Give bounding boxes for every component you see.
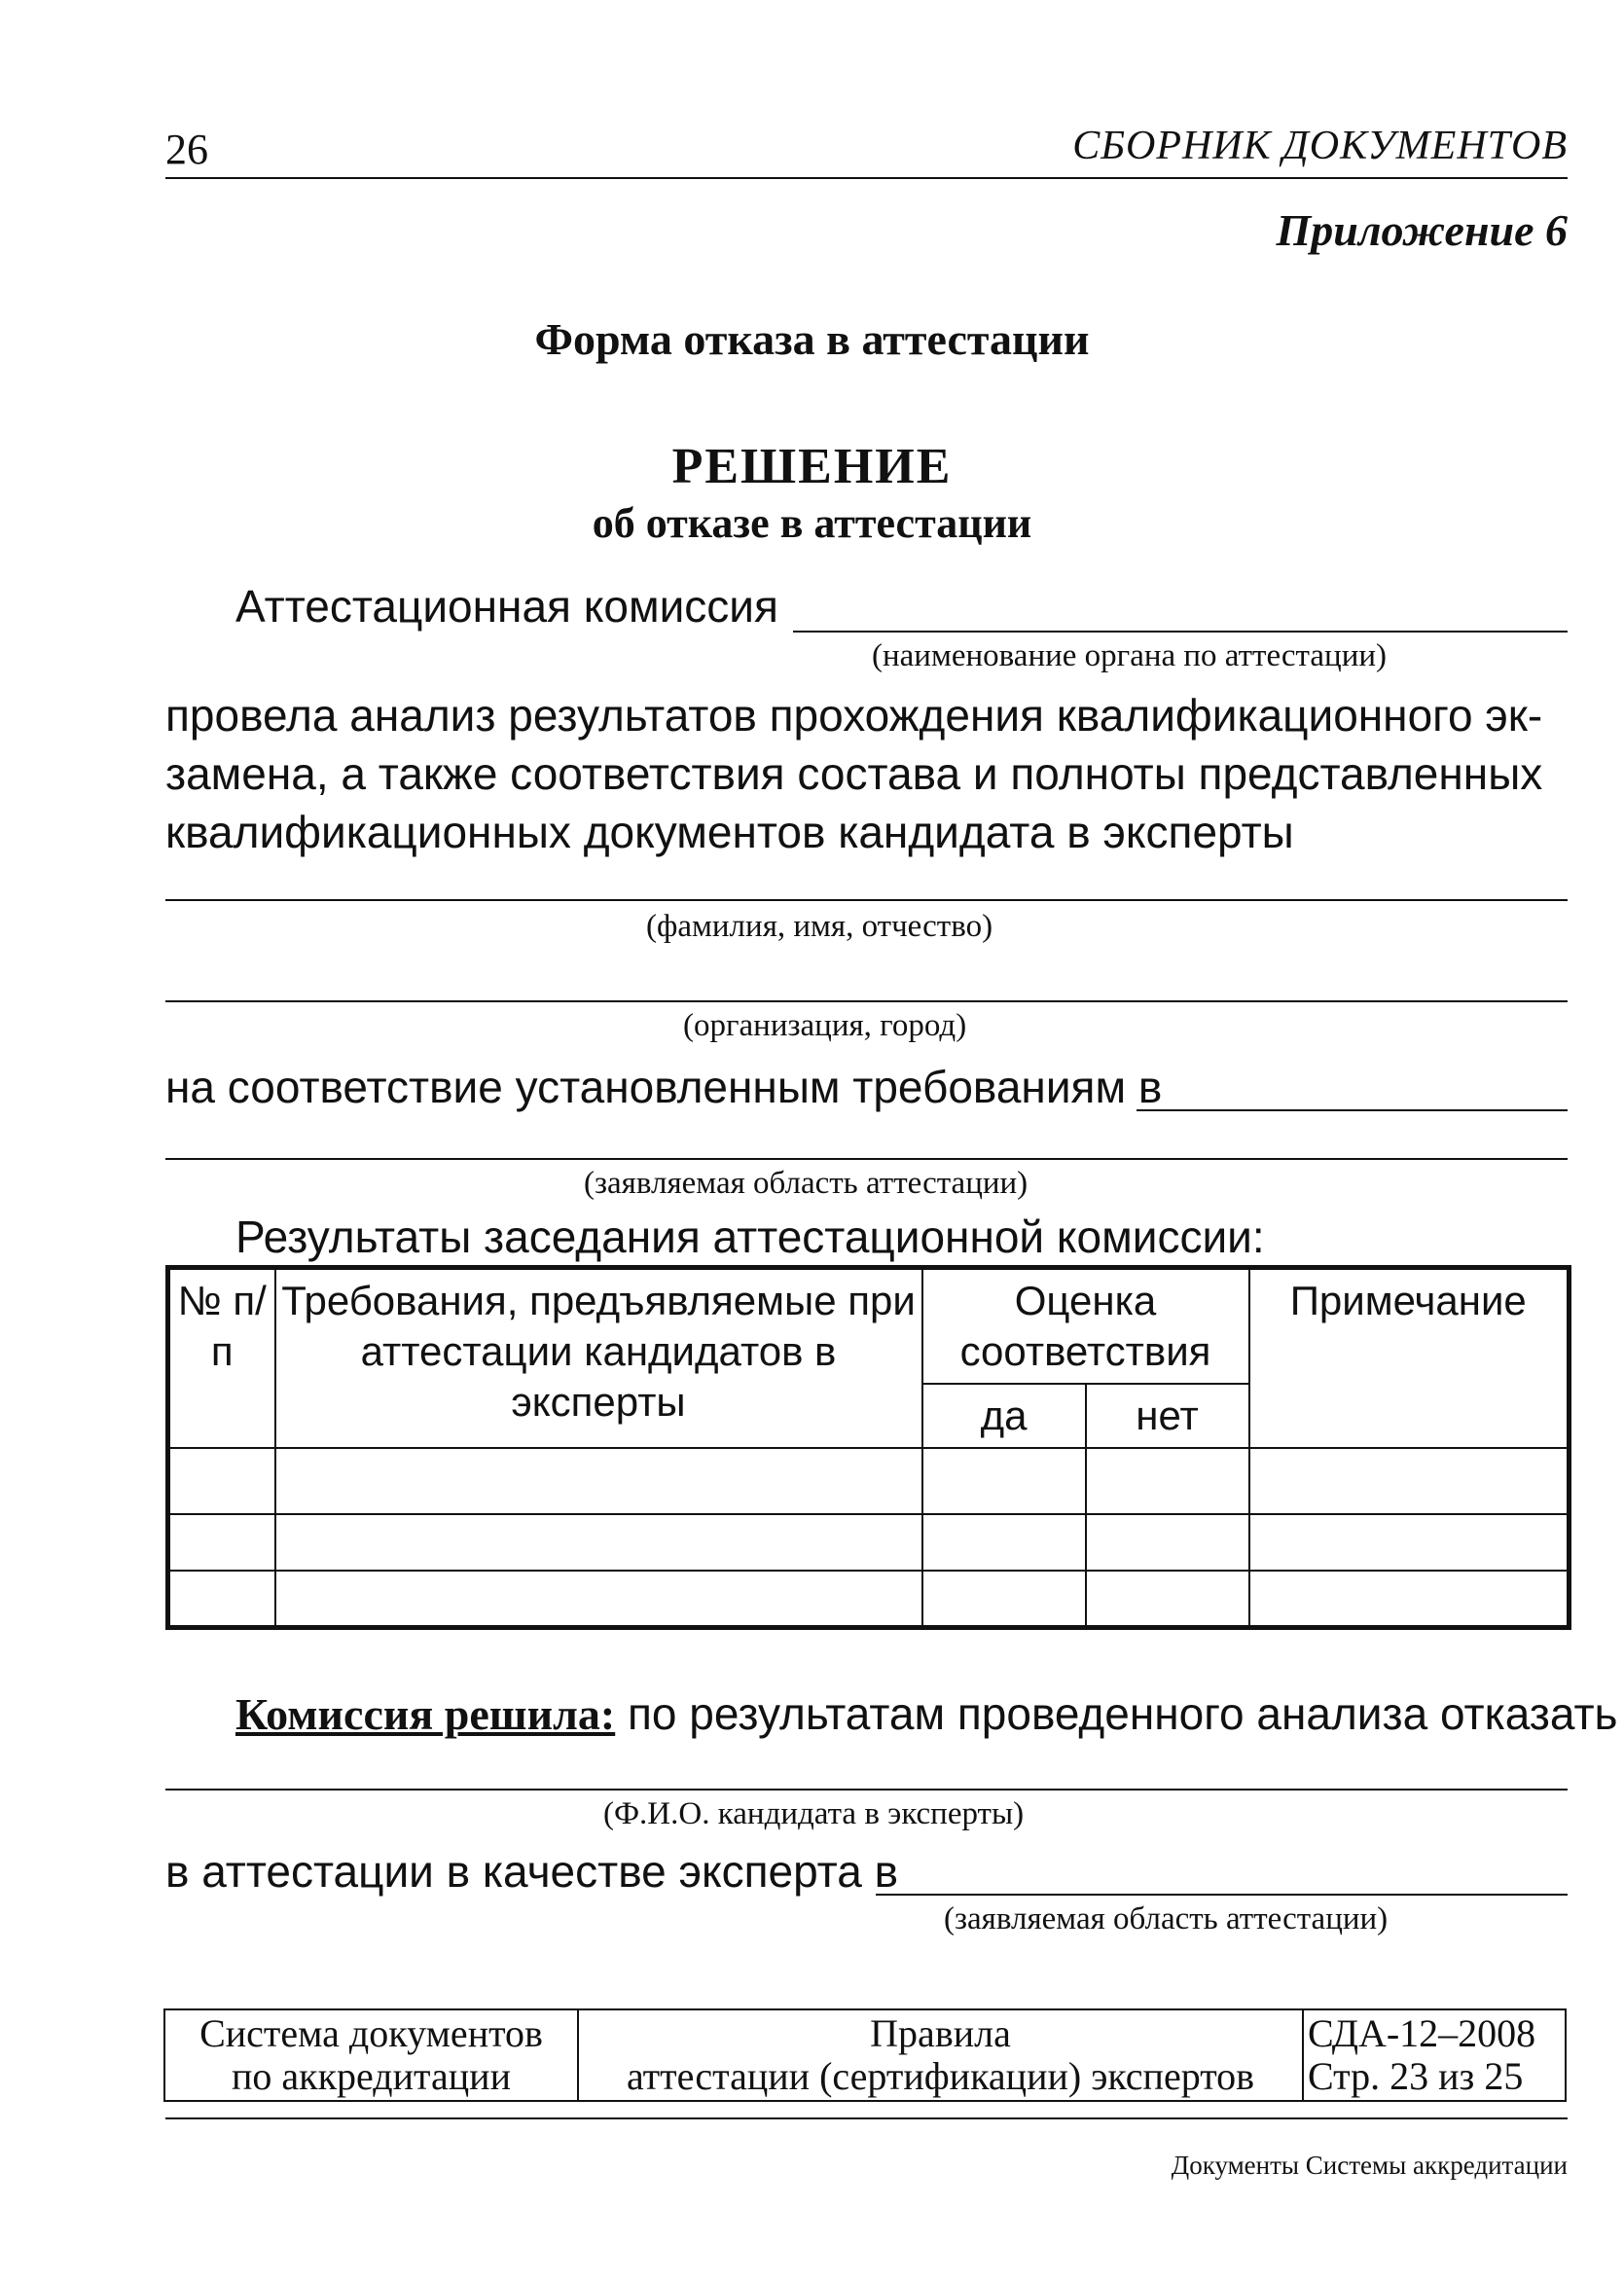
table-row: [168, 1514, 1570, 1571]
table-cell: [275, 1448, 922, 1514]
footer-system: [164, 2009, 578, 2101]
paragraph-line-1: провела анализ результатов прохождения квалификационного эк-: [165, 690, 1543, 741]
table-cell: [168, 1571, 275, 1627]
table-cell: [922, 1448, 1086, 1514]
decision-line: [235, 1687, 1617, 1740]
commission-fill-line: [793, 631, 1568, 633]
table-cell: [168, 1448, 275, 1514]
table-row: [168, 1448, 1570, 1514]
expert-fill-line: [876, 1894, 1568, 1896]
commission-caption: (наименование органа по аттестации): [872, 638, 1387, 673]
compliance-fill-line: [1137, 1109, 1568, 1111]
footer-rules-line-1: Правила: [870, 2011, 1011, 2055]
footer-rules: [578, 2009, 1303, 2101]
table-cell: [1249, 1571, 1570, 1627]
paragraph-line-3: квалификационных документов кандидата в эксперты: [165, 807, 1294, 857]
candidate-caption: (Ф.И.О. кандидата в эксперты): [603, 1796, 1025, 1831]
table-cell: [1249, 1448, 1570, 1514]
header-assessment: Оценка соответствия: [922, 1268, 1249, 1385]
header-note: Примечание: [1249, 1268, 1570, 1449]
table-cell: [922, 1514, 1086, 1571]
header-no: нет: [1086, 1384, 1249, 1448]
footer-rules-line-2: аттестации (сертификации) экспертов: [626, 2054, 1255, 2098]
scope-caption: (заявляемая область аттестации): [584, 1166, 1029, 1201]
table-row: [168, 1571, 1570, 1627]
table-cell: [922, 1571, 1086, 1627]
footer-page-info: Стр. 23 из 25: [1308, 2054, 1524, 2098]
footer-table: [163, 2008, 1567, 2102]
footer-system-line-2: по аккредитации: [232, 2054, 511, 2098]
footer-system-line-1: Система документов: [199, 2011, 543, 2055]
org-fill-line: [165, 1000, 1568, 1002]
table-cell: [168, 1514, 275, 1571]
header-number: № п/п: [168, 1268, 275, 1449]
commission-label: Аттестационная комиссия: [235, 581, 778, 632]
document-subheading: об отказе в аттестации: [592, 499, 1032, 547]
table-cell: [275, 1571, 922, 1627]
footer-code-line: СДА-12–2008: [1308, 2011, 1536, 2055]
fio-fill-line: [165, 899, 1568, 901]
footer-note: Документы Системы аккредитации: [1171, 2151, 1568, 2180]
results-label: Результаты заседания аттестационной комиссии:: [235, 1212, 1265, 1262]
compliance-text: на соответствие установленным требованиям в: [165, 1062, 1163, 1112]
header-rule: [165, 177, 1568, 179]
footer-code: [1303, 2009, 1566, 2101]
table-cell: [1086, 1448, 1249, 1514]
form-title: Форма отказа в аттестации: [534, 314, 1090, 364]
scope-fill-line: [165, 1158, 1568, 1160]
fio-caption: (фамилия, имя, отчество): [646, 909, 993, 944]
table-cell: [275, 1514, 922, 1571]
org-caption: (организация, город): [683, 1008, 967, 1043]
footer-rule: [165, 2117, 1568, 2119]
candidate-fill-line: [165, 1789, 1568, 1791]
document-heading: РЕШЕНИЕ: [671, 439, 953, 494]
table-cell: [1249, 1514, 1570, 1571]
appendix-label: Приложение 6: [1276, 205, 1568, 255]
expert-scope-caption: (заявляемая область аттестации): [944, 1901, 1389, 1936]
header-yes: да: [922, 1384, 1086, 1448]
header-requirements: Требования, предъявляемые при аттестации кандидатов в эксперты: [275, 1268, 922, 1449]
table-cell: [1086, 1514, 1249, 1571]
running-head: СБОРНИК ДОКУМЕНТОВ: [1072, 124, 1568, 168]
results-table: [165, 1265, 1571, 1630]
page-number: 26: [165, 126, 208, 173]
decision-label: Комиссия решила:: [235, 1689, 616, 1739]
paragraph-line-2: замена, а также соответствия состава и полноты представленных: [165, 748, 1543, 799]
decision-text: по результатам проведенного анализа отказать: [615, 1688, 1618, 1739]
expert-text: в аттестации в качестве эксперта в: [165, 1846, 899, 1897]
table-cell: [1086, 1571, 1249, 1627]
